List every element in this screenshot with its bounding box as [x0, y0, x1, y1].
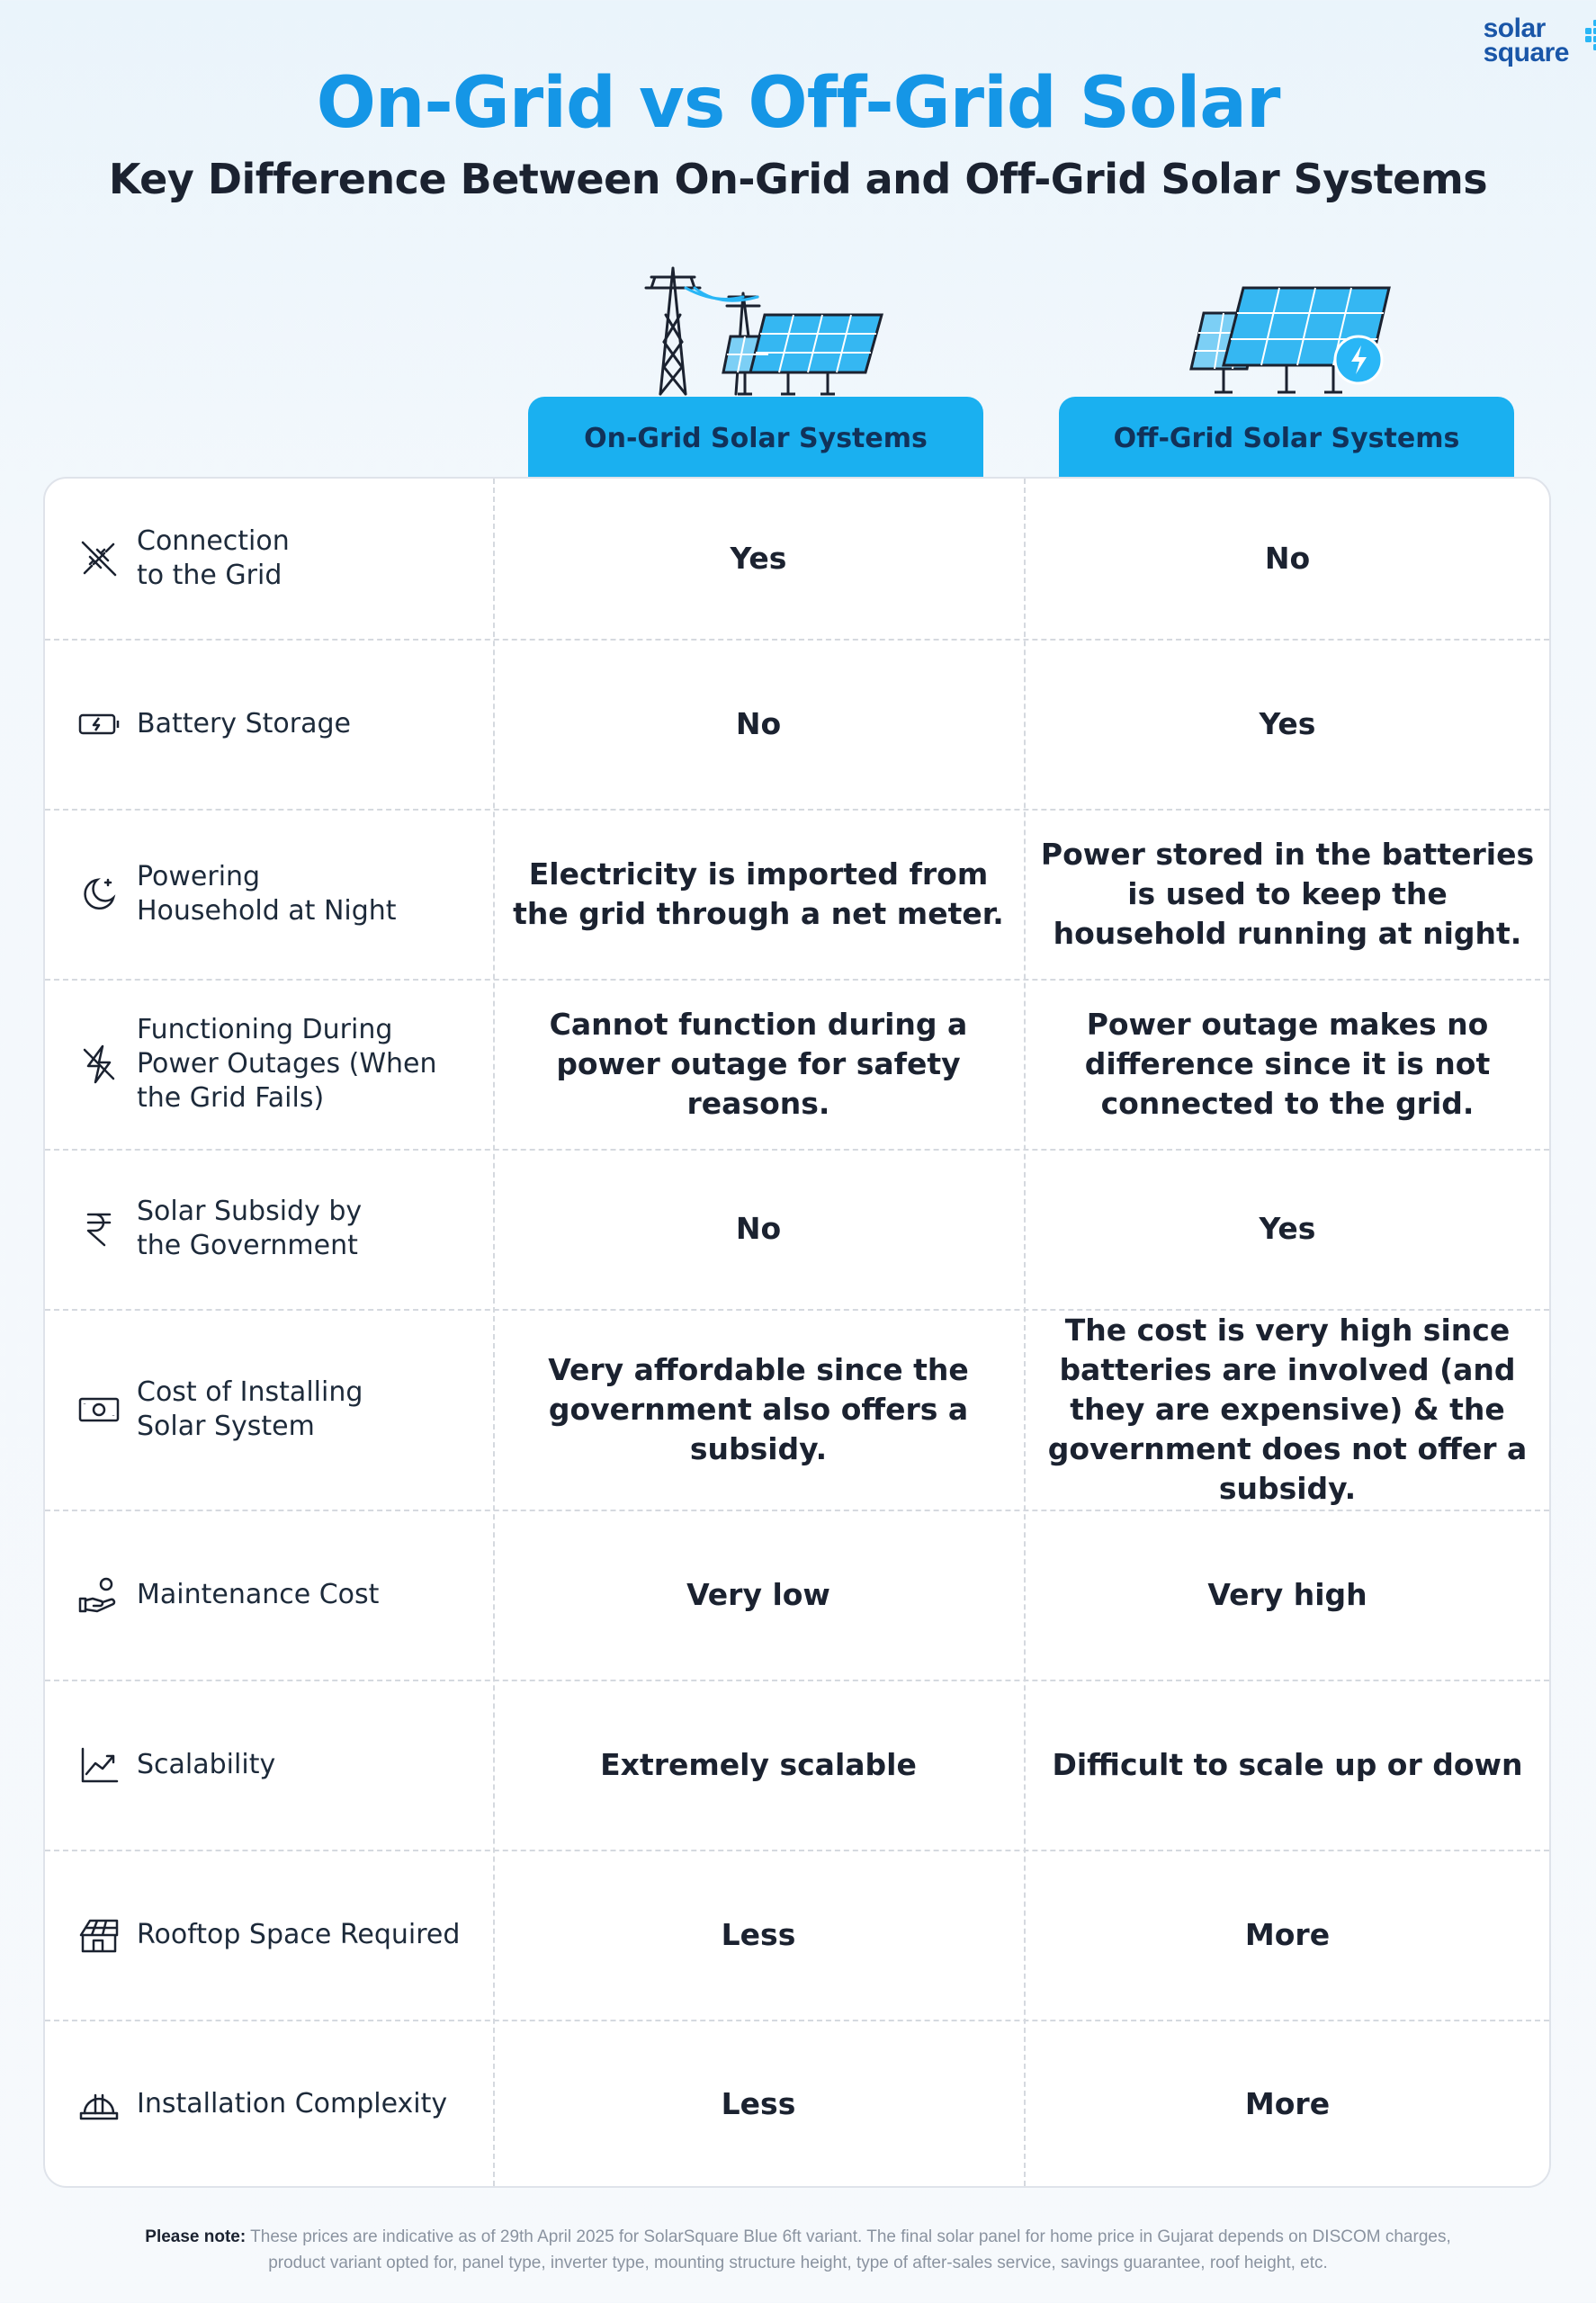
feature-cell: [45, 479, 493, 639]
battery-icon: [77, 703, 121, 746]
on-grid-value: Very low: [686, 1576, 830, 1612]
on-grid-value: No: [735, 1211, 782, 1246]
transmission-tower-solar-panels-icon: [630, 261, 891, 396]
table-row: [45, 2020, 1549, 2188]
feature-cell: [45, 1149, 493, 1309]
on-grid-value: Less: [721, 2085, 796, 2121]
unplugged-icon: [77, 537, 121, 580]
on-grid-value: Very affordable since the government also offers a subsidy.: [548, 1351, 969, 1466]
rooftop-icon: [77, 1913, 121, 1957]
logo-line-2: square: [1483, 38, 1569, 67]
feature-label: Installation Complexity: [137, 2087, 448, 2119]
feature-label: Cost of Installing Solar System: [137, 1376, 363, 1442]
feature-label: Powering Household at Night: [137, 860, 397, 927]
off-grid-value: Yes: [1259, 1211, 1316, 1246]
feature-label: Connection to the Grid: [137, 525, 290, 591]
feature-label: Maintenance Cost: [137, 1578, 380, 1610]
rupee-icon: [77, 1207, 121, 1250]
footnote-label: Please note:: [145, 2227, 247, 2246]
table-row: [45, 809, 1549, 979]
feature-cell: [45, 1850, 493, 2020]
table-row: [45, 1510, 1549, 1680]
power-off-icon: [77, 1043, 121, 1086]
on-grid-value: Extremely scalable: [600, 1746, 917, 1782]
table-row: [45, 639, 1549, 809]
feature-label: Functioning During Power Outages (When the Grid Fails): [137, 1013, 437, 1114]
feature-cell: [45, 2020, 493, 2188]
on-grid-value: Electricity is imported from the grid through a net meter.: [513, 856, 1004, 931]
feature-cell: [45, 639, 493, 809]
table-row: [45, 1149, 1549, 1309]
feature-label: Rooftop Space Required: [137, 1918, 461, 1950]
solar-panels-battery-icon: [1179, 270, 1394, 398]
table-row: [45, 479, 1549, 639]
table-row: [45, 1680, 1549, 1850]
hard-hat-icon: [77, 2083, 121, 2126]
logo-line-1: solar: [1483, 13, 1546, 43]
page-subtitle: Key Difference Between On-Grid and Off-Grid Solar Systems: [108, 155, 1488, 203]
off-grid-value: Power outage makes no difference since it is not connected to the grid.: [1084, 1006, 1491, 1121]
feature-cell: [45, 809, 493, 979]
table-row: [45, 1850, 1549, 2020]
feature-cell: [45, 979, 493, 1149]
feature-cell: [45, 1510, 493, 1680]
feature-label: Battery Storage: [137, 707, 351, 739]
column-header-on-grid: On-Grid Solar Systems: [528, 397, 983, 479]
moon-icon: [77, 873, 121, 916]
off-grid-value: The cost is very high since batteries are involved (and they are expensive) & the government does not offer a subsidy.: [1047, 1312, 1528, 1506]
feature-cell: [45, 1680, 493, 1850]
feature-label: Scalability: [137, 1748, 276, 1780]
solarsquare-logo: [1483, 13, 1569, 67]
banknote-icon: [77, 1388, 121, 1431]
table-row: [45, 979, 1549, 1149]
on-grid-value: Yes: [730, 541, 787, 576]
off-grid-value: No: [1264, 541, 1311, 576]
off-grid-value: Yes: [1259, 705, 1316, 741]
feature-label: Solar Subsidy by the Government: [137, 1196, 363, 1261]
hand-coins-icon: [77, 1573, 121, 1617]
footnote-text: These prices are indicative as of 29th April 2025 for SolarSquare Blue 6ft variant. The final solar panel for home price in Gujarat depends on DISCOM charges, product variant opted for, panel type, inverter type, mounting structure height, type of after-sales service, savings guarantee, roof height, etc.: [250, 2227, 1451, 2272]
table-row: [45, 1309, 1549, 1510]
footnote: [117, 2224, 1479, 2276]
logo-grid-icon: [1579, 18, 1596, 54]
on-grid-value: Cannot function during a power outage for safety reasons.: [549, 1006, 968, 1121]
on-grid-value: No: [735, 705, 782, 741]
off-grid-value: Difficult to scale up or down: [1052, 1746, 1523, 1782]
off-grid-value: Power stored in the batteries is used to keep the household running at night.: [1040, 836, 1535, 951]
on-grid-value: Less: [721, 1916, 796, 1952]
page-title: On-Grid vs Off-Grid Solar: [316, 63, 1280, 144]
feature-cell: [45, 1309, 493, 1510]
comparison-table: [43, 477, 1551, 2188]
off-grid-value: More: [1244, 2085, 1331, 2121]
off-grid-value: More: [1244, 1916, 1331, 1952]
column-header-off-grid: Off-Grid Solar Systems: [1059, 397, 1514, 479]
trend-chart-icon: [77, 1743, 121, 1787]
off-grid-value: Very high: [1207, 1576, 1367, 1612]
